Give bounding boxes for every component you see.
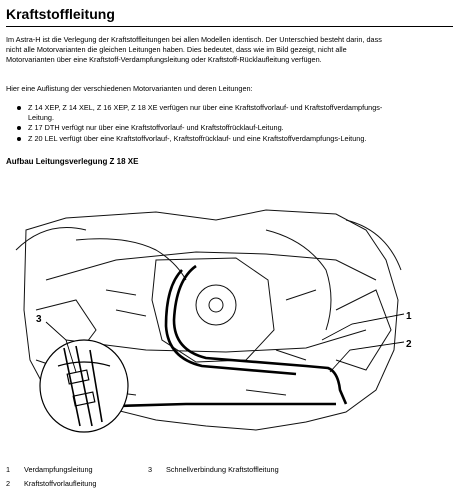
list-item-line: Z 17 DTH verfügt nur über eine Kraftstoffvorlauf- und Kraftstoffrücklauf-Leitung.: [28, 123, 284, 133]
fuel-feed-line: [174, 266, 346, 404]
crossmember: [46, 252, 376, 280]
list-item-line: Z 14 XEP, Z 14 XEL, Z 16 XEP, Z 18 XE verfügen nur über eine Kraftstoffvorlauf- und Kraftstoffverdampfungs-: [28, 103, 383, 112]
legend-item: [6, 478, 96, 490]
intro-paragraph: [6, 35, 452, 66]
fuel-vapor-line: [166, 270, 296, 374]
callout-1-leader: [322, 314, 404, 340]
list-item: [14, 103, 449, 123]
pulley: [196, 285, 236, 325]
intro-line: Im Astra-H ist die Verlegung der Kraftstoffleitungen bei allen Modellen identisch. Der Unterschied besteht darin, dass: [6, 35, 382, 44]
list-item: [14, 123, 449, 133]
hose-a: [76, 239, 186, 280]
bullet-icon: [17, 126, 21, 130]
callout-label-2: 2: [406, 339, 412, 350]
pulley-hub: [209, 298, 223, 312]
suspension-right: [336, 290, 391, 370]
list-intro: Hier eine Auflistung der verschiedenen Motorvarianten und deren Leitungen:: [6, 84, 253, 93]
detail-lines: [96, 290, 316, 395]
legend-label: Verdampfungsleitung: [24, 465, 93, 474]
wheel-arch-left: [16, 228, 86, 251]
detail-magnifier: [40, 340, 128, 432]
legend-number: 1: [6, 465, 11, 474]
bullet-icon: [17, 137, 21, 141]
callout-label-1: 1: [406, 311, 412, 322]
legend-number: 3: [148, 465, 153, 474]
list-item: [14, 134, 449, 144]
engine-variant-list: [14, 103, 449, 144]
legend-item: [148, 464, 279, 476]
list-item-line: Leitung.: [28, 113, 54, 123]
legend-label: Kraftstoffvorlaufleitung: [24, 479, 97, 488]
page-title: Kraftstoffleitung: [6, 6, 453, 27]
wheel-arch-right: [346, 220, 401, 270]
list-item-line: Z 20 LEL verfügt über eine Kraftstoffvorlauf-, Kraftstoffrücklauf- und eine Kraftstoffverdampfungs-Leitung.: [28, 133, 367, 143]
legend-label: Schnellverbindung Kraftstoffleitung: [166, 465, 279, 474]
fuel-line-routing-diagram: [6, 190, 453, 452]
intro-line: nicht alle Motorvarianten die gleichen Leitungen haben. Dies bedeutet, dass wie im Bild gezeigt, nicht alle: [6, 45, 347, 55]
section-heading: Aufbau Leitungsverlegung Z 18 XE: [6, 157, 139, 166]
legend-number: 2: [6, 479, 11, 488]
callout-label-3: 3: [36, 314, 42, 325]
subframe: [66, 330, 366, 352]
bullet-icon: [17, 106, 21, 110]
engine-block: [152, 258, 274, 362]
hose-b: [266, 230, 331, 330]
legend-item: [6, 464, 93, 476]
intro-line: Motorvarianten über eine Kraftstoff-Verdampfungsleitung oder Kraftstoff-Rücklaufleitung verfügen.: [6, 55, 322, 65]
